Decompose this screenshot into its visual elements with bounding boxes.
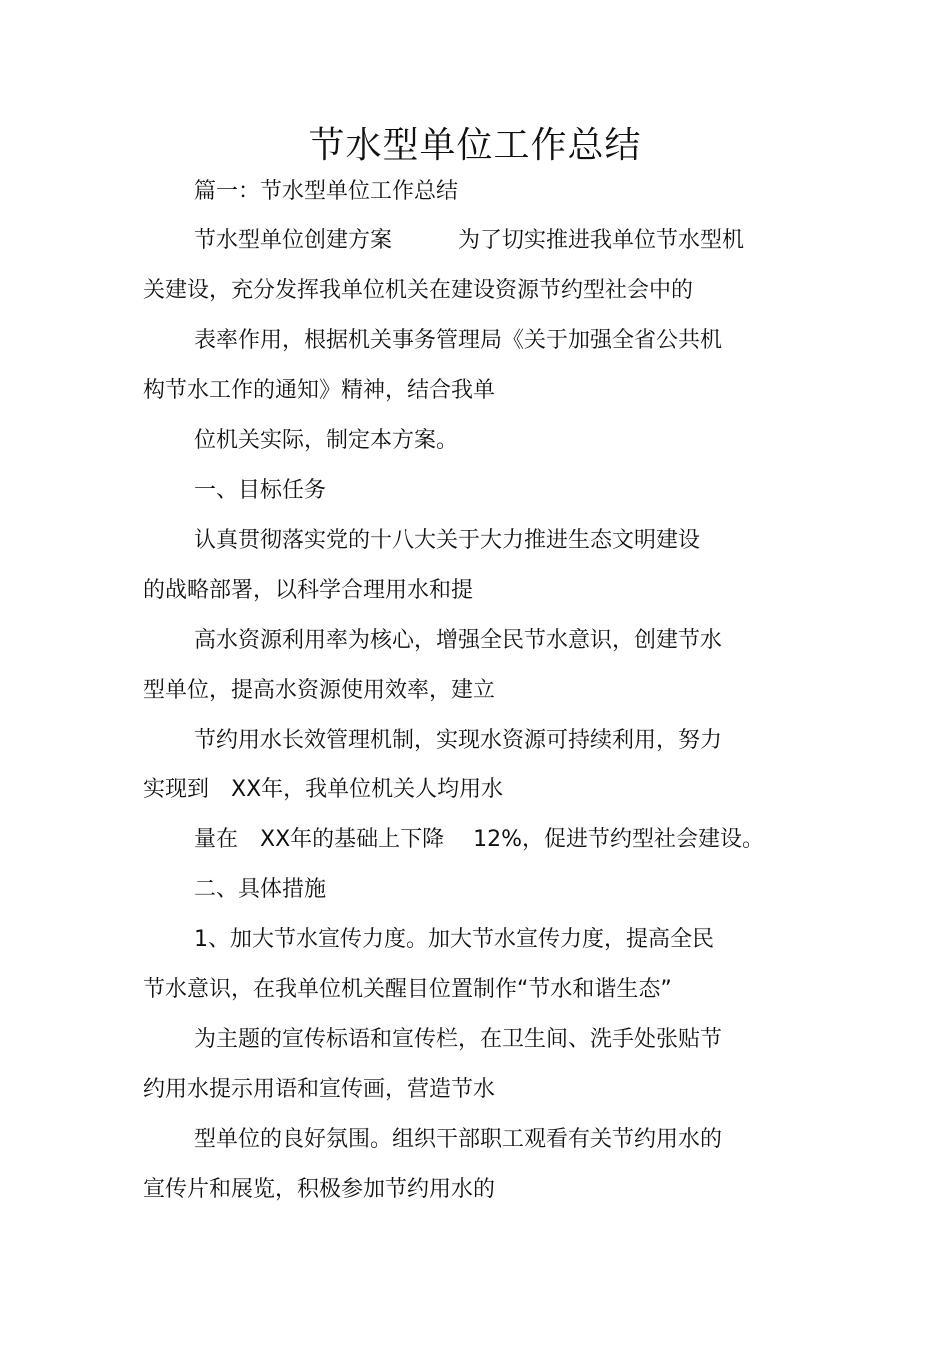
text-line: 一、目标任务 xyxy=(194,478,327,503)
text-line: 二、具体措施 xyxy=(194,877,327,902)
document-title: 节水型单位工作总结 xyxy=(308,125,642,166)
text-line: 节水型单位创建方案 为了切实推进我单位节水型机 xyxy=(194,228,745,253)
text-line: 量在 XX年的基础上下降 12%，促进节约型社会建设。 xyxy=(194,827,765,852)
text-line: 实现到 XX年，我单位机关人均用水 xyxy=(143,777,504,802)
text-line: 关建设，充分发挥我单位机关在建设资源节约型社会中的 xyxy=(143,278,694,303)
text-line: 节约用水长效管理机制，实现水资源可持续利用，努力 xyxy=(194,728,723,753)
text-line: 高水资源利用率为核心，增强全民节水意识，创建节水 xyxy=(194,628,723,653)
text-line: 位机关实际，制定本方案。 xyxy=(194,428,459,453)
text-line: 1、加大节水宣传力度。加大节水宣传力度，提高全民 xyxy=(194,927,714,952)
text-line: 节水意识，在我单位机关醒目位置制作“节水和谐生态” xyxy=(143,977,672,1002)
text-line: 表率作用，根据机关事务管理局《关于加强全省公共机 xyxy=(194,328,723,353)
text-line: 宣传片和展览，积极参加节约用水的 xyxy=(143,1177,496,1202)
text-line: 篇一：节水型单位工作总结 xyxy=(194,179,459,204)
text-line: 认真贯彻落实党的十八大关于大力推进生态文明建设 xyxy=(194,528,701,553)
text-line: 约用水提示用语和宣传画，营造节水 xyxy=(143,1077,496,1102)
text-line: 型单位的良好氛围。组织干部职工观看有关节约用水的 xyxy=(194,1127,723,1152)
text-line: 为主题的宣传标语和宣传栏，在卫生间、洗手处张贴节 xyxy=(194,1027,723,1052)
text-line: 的战略部署，以科学合理用水和提 xyxy=(143,578,474,603)
text-line: 型单位，提高水资源使用效率，建立 xyxy=(143,678,496,703)
text-line: 构节水工作的通知》精神，结合我单 xyxy=(143,378,496,403)
